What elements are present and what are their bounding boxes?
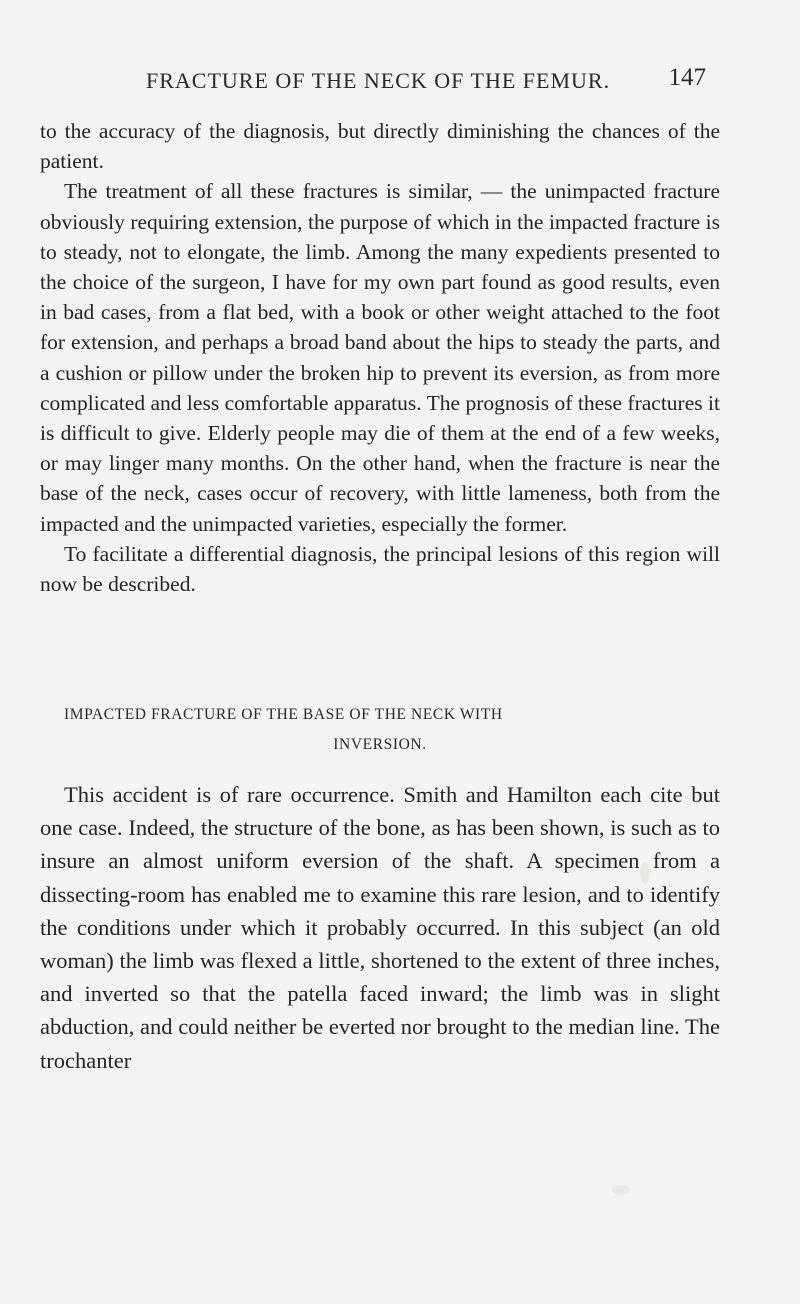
- paper-blemish: [640, 862, 650, 884]
- paragraph: The treatment of all these fractures is similar, — the unimpacted fracture obviously requiring extension, the purpose of which in the impacted fracture is to steady, not to elongate, the limb. Among the many expedients presented to the choice of the surgeon, I have for my own part found as good results, even in bad cases, from a flat bed, with a book or other weight attached to the foot for extension, and perhaps a broad band about the hips to steady the parts, and a cushion or pillow under the broken hip to prevent its eversion, as from more complicated and less comfortable apparatus. The prognosis of these fractures it is difficult to give. Elderly people may die of them at the end of a few weeks, or may linger many months. On the other hand, when the fracture is near the base of the neck, cases occur of recovery, with little lameness, both from the impacted and the unimpacted varieties, especially the former.: [40, 179, 720, 536]
- paragraph: To facilitate a differential diagnosis, the principal lesions of this region will now be described.: [40, 541, 720, 597]
- running-title: FRACTURE OF THE NECK OF THE FEMUR.: [146, 68, 611, 93]
- running-head: [146, 60, 706, 100]
- section-heading: [40, 700, 720, 760]
- section-heading-line-2: INVERSION.: [333, 736, 427, 753]
- section-heading-line-1: IMPACTED FRACTURE OF THE BASE OF THE NECK WITH: [64, 706, 503, 723]
- paragraph: to the accuracy of the diagnosis, but directly diminishing the chances of the patient.: [40, 119, 720, 174]
- paragraph: This accident is of rare occurrence. Smith and Hamilton each cite but one case. Indeed, the structure of the bone, as has been shown, is such as to insure an almost uniform eversion of the shaft. A specimen from a dissecting-room has enabled me to examine this rare lesion, and to identify the conditions under which it probably occurred. In this subject (an old woman) the limb was flexed a little, shortened to the extent of three inches, and inverted so that the patella faced inward; the limb was in slight abduction, and could neither be everted nor brought to the median line. The trochanter: [40, 782, 720, 1073]
- paper-blemish: [612, 1185, 630, 1195]
- page-number: 147: [668, 64, 706, 91]
- text-block-top: [40, 116, 720, 599]
- text-block-bottom: [40, 778, 720, 1077]
